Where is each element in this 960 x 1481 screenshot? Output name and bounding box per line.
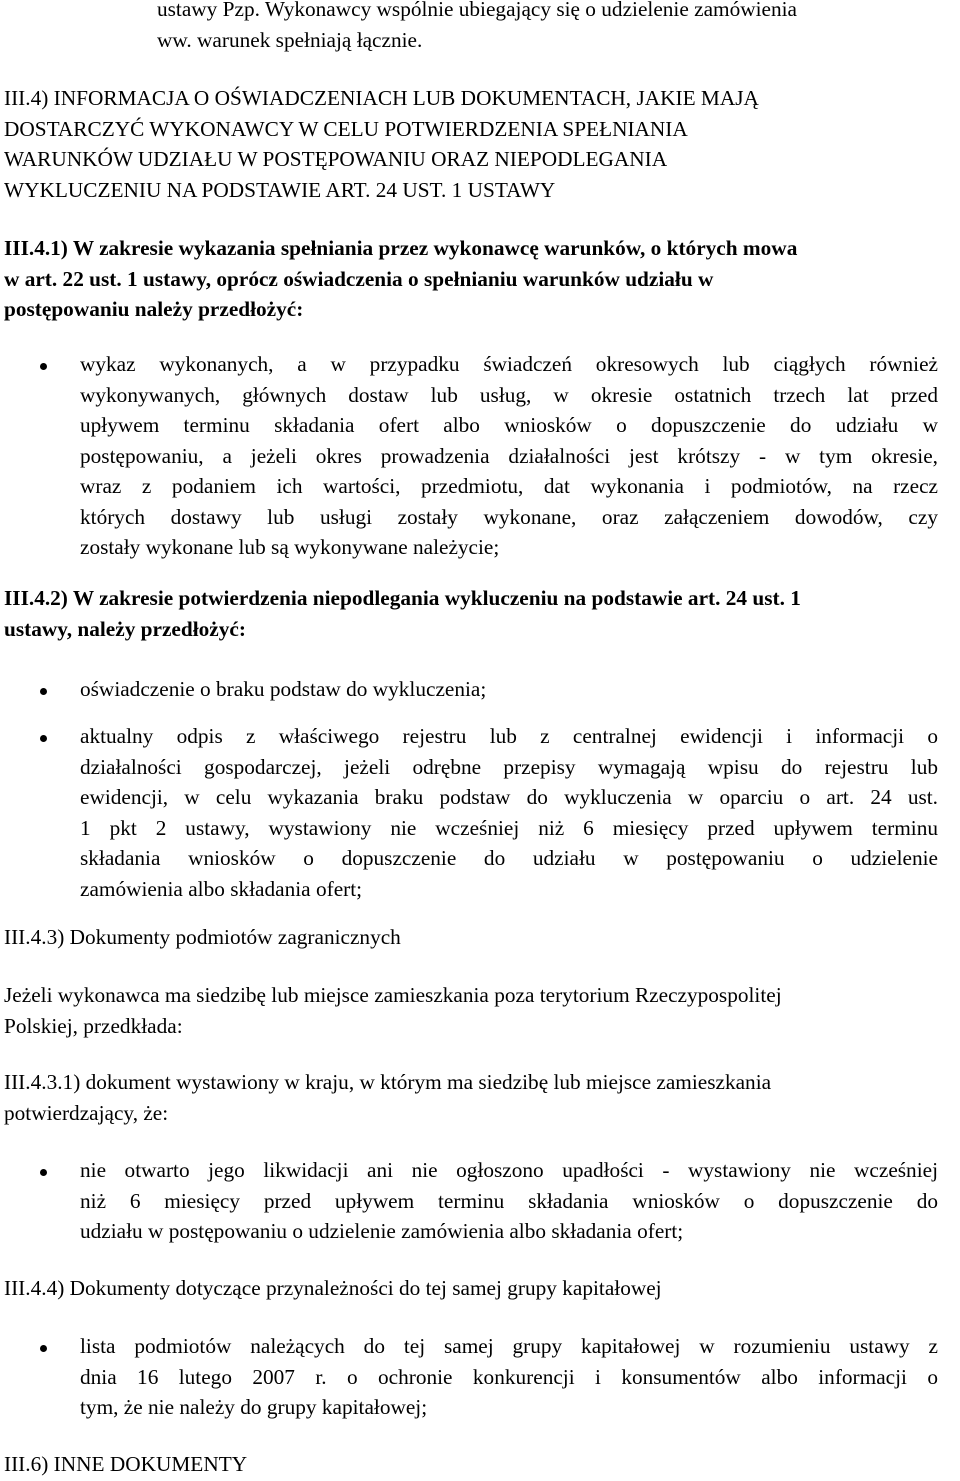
- text-line: III.4.3.1) dokument wystawiony w kraju, w którym ma siedzibę lub miejsce zamieszkania: [4, 1070, 772, 1094]
- heading-line: DOSTARCZYĆ WYKONAWCY W CELU POTWIERDZENIA SPEŁNIANIA: [4, 116, 688, 141]
- heading-line: w art. 22 ust. 1 ustawy, oprócz oświadczenia o spełnianiu warunków udziału w: [4, 266, 714, 291]
- text-line: wykonywanych, głównych dostaw lub usług, w okresie ostatnich trzech lat przed: [80, 382, 938, 407]
- list-item: [80, 674, 938, 705]
- text-line: aktualny odpis z właściwego rejestru lub z centralnej ewidencji i informacji o: [80, 724, 938, 748]
- text-line: niż 6 miesięcy przed upływem terminu składania wniosków o dopuszczenie do: [80, 1188, 938, 1213]
- subsection-iii431: [4, 1067, 958, 1128]
- text-line: 1 pkt 2 ustawy, wystawiony nie wcześniej niż 6 miesięcy przed upływem terminu: [80, 815, 938, 840]
- heading-line: ustawy, należy przedłożyć:: [4, 616, 246, 641]
- heading-line: III.4.2) W zakresie potwierdzenia niepodlegania wykluczeniu na podstawie art. 24 ust. 1: [4, 586, 801, 610]
- list-item: [80, 1155, 938, 1247]
- text-line: tym, że nie należy do grupy kapitałowej;: [80, 1395, 428, 1419]
- bullet-icon: [40, 1169, 47, 1176]
- heading-line: III.4.4) Dokumenty dotyczące przynależności do tej samej grupy kapitałowej: [4, 1276, 662, 1300]
- section-heading-iii4: [4, 83, 958, 205]
- heading-line: WARUNKÓW UDZIAŁU W POSTĘPOWANIU ORAZ NIEPODLEGANIA: [4, 147, 668, 171]
- list-item: [80, 349, 938, 563]
- text-line: potwierdzający, że:: [4, 1100, 169, 1125]
- text-line: upływem terminu składania ofert albo wniosków o dopuszczenie do udziału w: [80, 413, 938, 437]
- text-line: nie otwarto jego likwidacji ani nie ogłoszono upadłości - wystawiony nie wcześniej: [80, 1158, 938, 1182]
- bullet-icon: [40, 1345, 47, 1352]
- text-line: lista podmiotów należących do tej samej grupy kapitałowej w rozumieniu ustawy z: [80, 1334, 938, 1358]
- heading-line: III.6) INNE DOKUMENTY: [4, 1452, 248, 1476]
- text-line: wraz z podaniem ich wartości, przedmiotu, dat wykonania i podmiotów, na rzecz: [80, 474, 938, 498]
- text-line: dnia 16 lutego 2007 r. o ochronie konkurencji i konsumentów albo informacji o: [80, 1364, 938, 1389]
- text-line: ustawy Pzp. Wykonawcy wspólnie ubiegający się o udzielenie zamówienia: [157, 0, 797, 21]
- intro-paragraph: [157, 0, 922, 55]
- text-line: zostały wykonane lub są wykonywane należycie;: [80, 535, 500, 559]
- text-line: Jeżeli wykonawca ma siedzibę lub miejsce zamieszkania poza terytorium Rzeczypospolitej: [4, 983, 782, 1007]
- text-line: oświadczenie o braku podstaw do wykluczenia;: [80, 677, 487, 701]
- section-heading-iii41: [4, 233, 958, 325]
- section-heading-iii44: [4, 1273, 958, 1304]
- text-line: Polskiej, przedkłada:: [4, 1013, 183, 1038]
- heading-line: postępowaniu należy przedłożyć:: [4, 297, 304, 321]
- bullet-icon: [40, 735, 47, 742]
- paragraph: [4, 980, 958, 1041]
- text-line: zamówienia albo składania ofert;: [80, 876, 363, 901]
- text-line: działalności gospodarczej, jeżeli odrębne przepisy wymagają wpisu do rejestru lub: [80, 754, 938, 779]
- section-heading-iii43: [4, 922, 958, 953]
- bullet-icon: [40, 688, 47, 695]
- text-line: składania wniosków o dopuszczenie do udziału w postępowaniu o udzielenie: [80, 846, 938, 870]
- text-line: wykaz wykonanych, a w przypadku świadczeń okresowych lub ciągłych również: [80, 352, 938, 376]
- list-item: [80, 721, 938, 904]
- section-heading-iii42: [4, 583, 958, 644]
- text-line: których dostawy lub usługi zostały wykonane, oraz załączeniem dowodów, czy: [80, 504, 938, 529]
- heading-line: III.4.3) Dokumenty podmiotów zagranicznych: [4, 925, 401, 949]
- text-line: udziału w postępowaniu o udzielenie zamówienia albo składania ofert;: [80, 1219, 684, 1243]
- heading-line: III.4.1) W zakresie wykazania spełniania przez wykonawcę warunków, o których mowa: [4, 236, 798, 260]
- text-line: ww. warunek spełniają łącznie.: [157, 27, 423, 52]
- section-heading-iii6: [4, 1449, 958, 1480]
- heading-line: WYKLUCZENIU NA PODSTAWIE ART. 24 UST. 1 USTAWY: [4, 177, 556, 202]
- list-item: [80, 1331, 938, 1423]
- text-line: ewidencji, w celu wykazania braku podstaw do wykluczenia w oparciu o art. 24 ust.: [80, 785, 938, 809]
- text-line: postępowaniu, a jeżeli okres prowadzenia działalności jest krótszy - w tym okresie,: [80, 443, 938, 468]
- bullet-icon: [40, 363, 47, 370]
- heading-line: III.4) INFORMACJA O OŚWIADCZENIACH LUB DOKUMENTACH, JAKIE MAJĄ: [4, 86, 759, 110]
